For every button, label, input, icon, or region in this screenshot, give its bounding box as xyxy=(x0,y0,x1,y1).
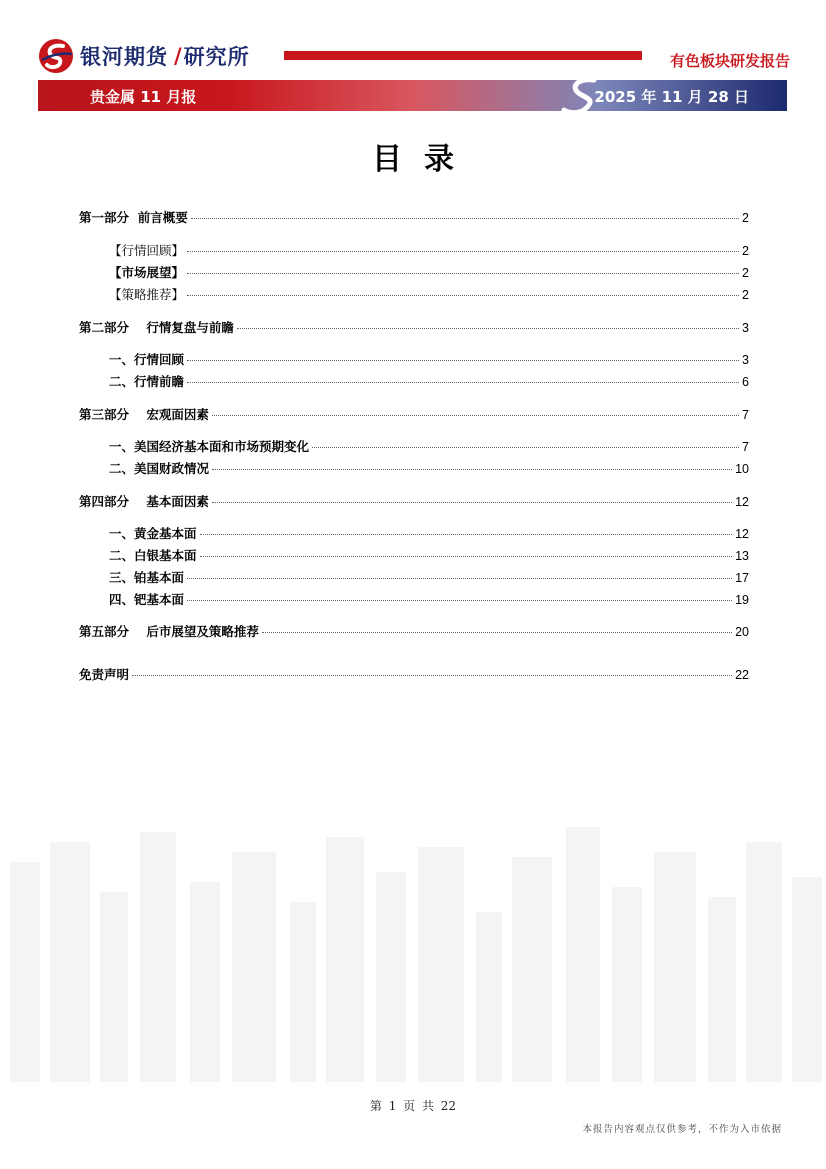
brand-name: 银河期货 xyxy=(80,45,168,69)
toc-entry[interactable] xyxy=(109,437,749,457)
toc-entry-label: 【策略推荐】 xyxy=(109,287,185,302)
toc-leader-dots xyxy=(212,469,732,470)
toc-entry[interactable] xyxy=(109,590,749,610)
toc-leader-dots xyxy=(187,382,739,383)
toc-leader-dots xyxy=(187,251,739,252)
report-name: 贵金属 11 月报 xyxy=(90,88,197,106)
toc-entry[interactable] xyxy=(79,208,749,228)
toc-entry-page: 6 xyxy=(742,375,749,389)
toc-entry[interactable] xyxy=(109,241,749,261)
toc-entry-label: 【市场展望】 xyxy=(109,265,185,280)
toc-entry-label: 二、白银基本面 xyxy=(109,548,197,563)
toc-entry-page: 20 xyxy=(735,625,749,639)
toc-entry[interactable] xyxy=(109,372,749,392)
toc-leader-dots xyxy=(212,502,732,503)
toc-entry-label: 三、铂基本面 xyxy=(109,570,185,585)
toc-entry-page: 7 xyxy=(742,440,749,454)
toc-entry-label: 第五部分 后市展望及策略推荐 xyxy=(79,624,259,639)
toc-entry-label: 免责声明 xyxy=(79,667,130,682)
toc-entry-page: 10 xyxy=(735,462,749,476)
toc-entry-page: 2 xyxy=(742,244,749,258)
institute-name: 研究所 xyxy=(183,45,250,69)
toc-entry-page: 3 xyxy=(742,353,749,367)
toc-entry-page: 7 xyxy=(742,408,749,422)
toc-entry-page: 2 xyxy=(742,288,749,302)
toc-entry-page: 17 xyxy=(735,571,749,585)
toc-leader-dots xyxy=(200,556,733,557)
report-date: 2025 年 11 月 28 日 xyxy=(594,88,749,106)
toc-entry-label: 【行情回顾】 xyxy=(109,243,185,258)
toc-entry[interactable] xyxy=(109,568,749,588)
toc-entry-page: 13 xyxy=(735,549,749,563)
toc-entry-page: 2 xyxy=(742,211,749,225)
toc-entry-label: 第二部分 行情复盘与前瞻 xyxy=(79,320,234,335)
brand-logo xyxy=(38,38,250,74)
toc-entry[interactable] xyxy=(109,524,749,544)
toc-entry-label: 第一部分 前言概要 xyxy=(79,210,188,225)
toc-entry-label: 第三部分 宏观面因素 xyxy=(79,407,209,422)
toc-entry[interactable] xyxy=(79,405,749,425)
toc-entry-page: 12 xyxy=(735,527,749,541)
toc-leader-dots xyxy=(200,534,733,535)
toc-leader-dots xyxy=(187,360,739,361)
toc-entry-page: 22 xyxy=(735,668,749,682)
toc-leader-dots xyxy=(187,273,739,274)
toc-entry-label: 二、行情前瞻 xyxy=(109,374,185,389)
toc-leader-dots xyxy=(191,218,739,219)
toc-entry-label: 第四部分 基本面因素 xyxy=(79,494,209,509)
toc-entry-label: 二、美国财政情况 xyxy=(109,461,210,476)
disclaimer-note: 本报告内容观点仅供参考，不作为入市依据 xyxy=(582,1124,782,1135)
toc-entry-label: 四、钯基本面 xyxy=(109,592,185,607)
galaxy-logo-icon xyxy=(38,38,74,74)
toc-entry[interactable] xyxy=(79,318,749,338)
toc-entry[interactable] xyxy=(109,546,749,566)
toc-entry-page: 3 xyxy=(742,321,749,335)
toc-entry-label: 一、黄金基本面 xyxy=(109,526,197,541)
toc-leader-dots xyxy=(237,328,739,329)
toc-entry-page: 2 xyxy=(742,266,749,280)
page-number: 第 1 页 共 22 xyxy=(369,1099,457,1113)
toc-entry[interactable] xyxy=(109,350,749,370)
header-banner xyxy=(38,80,787,111)
toc-entry[interactable] xyxy=(109,459,749,479)
toc-leader-dots xyxy=(187,578,732,579)
toc-leader-dots xyxy=(312,447,739,448)
report-category: 有色板块研发报告 xyxy=(669,52,790,70)
toc-entry[interactable] xyxy=(109,285,749,305)
toc-leader-dots xyxy=(262,632,732,633)
toc-entry[interactable] xyxy=(79,622,749,642)
toc-leader-dots xyxy=(187,295,739,296)
toc-entry[interactable] xyxy=(79,492,749,512)
city-skyline-watermark xyxy=(0,822,826,1082)
toc-entry-page: 19 xyxy=(735,593,749,607)
toc-leader-dots xyxy=(212,415,739,416)
brand-separator: / xyxy=(174,44,182,68)
toc-entry-label: 一、行情回顾 xyxy=(109,352,185,367)
toc-entry[interactable] xyxy=(79,665,749,685)
toc-leader-dots xyxy=(187,600,732,601)
header-red-bar xyxy=(284,51,642,60)
toc-entry-label: 一、美国经济基本面和市场预期变化 xyxy=(109,439,310,454)
page-title: 目录 xyxy=(372,142,476,177)
toc-leader-dots xyxy=(132,675,732,676)
toc-entry-page: 12 xyxy=(735,495,749,509)
toc-entry[interactable] xyxy=(109,263,749,283)
